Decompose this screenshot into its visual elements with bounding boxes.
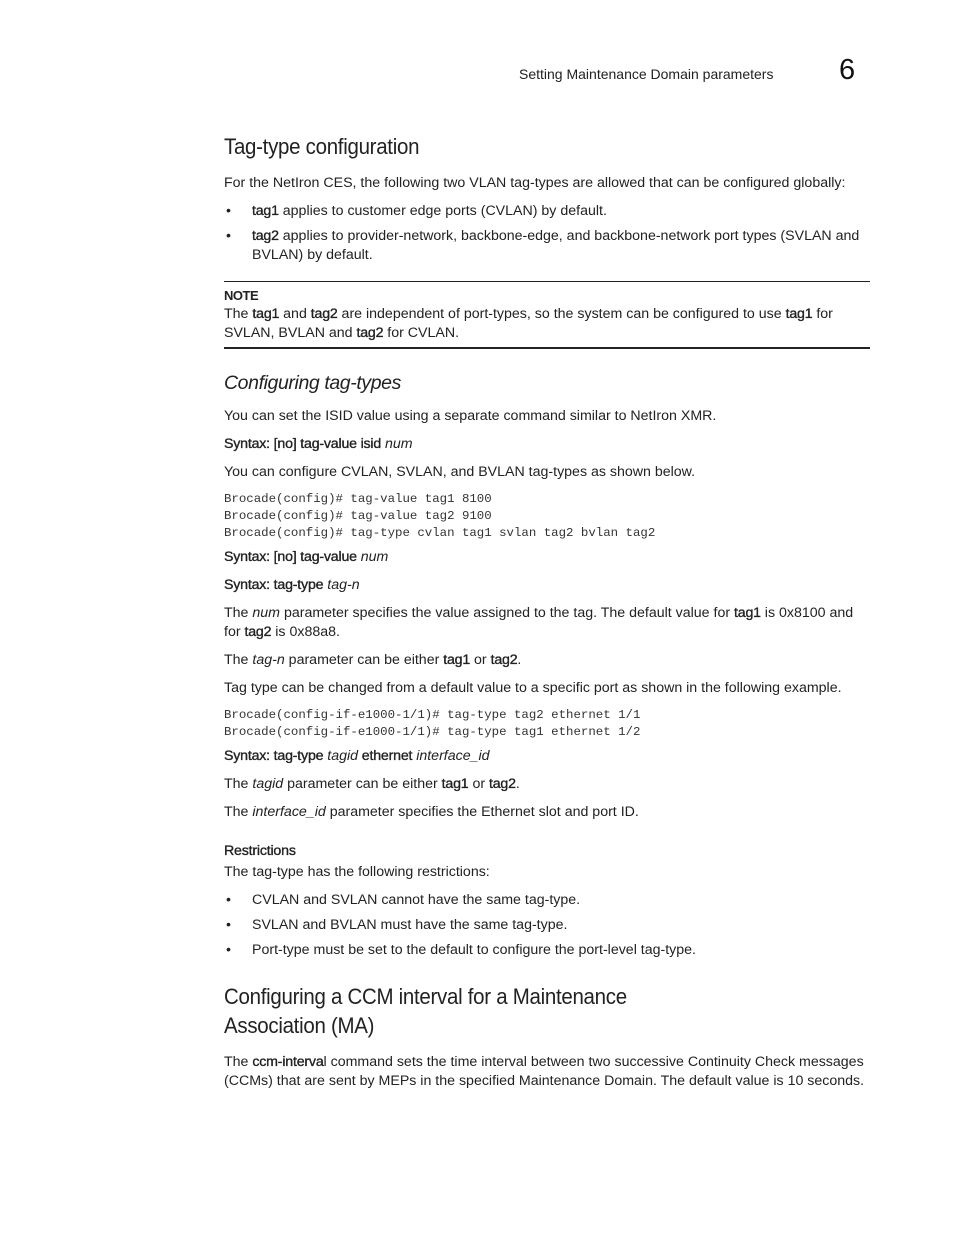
param: interface_id — [252, 804, 326, 820]
text: The — [224, 306, 253, 322]
syntax-arg: tag-n — [323, 577, 360, 593]
text: and — [279, 306, 311, 322]
syntax-arg: interface_id — [412, 748, 490, 764]
restrictions-list — [224, 891, 870, 960]
paragraph: You can configure CVLAN, SVLAN, and BVLAN tag-types as shown below. — [224, 464, 696, 480]
syntax-keyword: Syntax: tag-type — [224, 577, 324, 593]
text: parameter can be either — [284, 652, 444, 668]
restrictions-intro: The tag-type has the following restrictions: — [224, 864, 490, 880]
syntax-keyword: Syntax: tag-type — [224, 748, 324, 764]
syntax-keyword: Syntax: [no] tag-value — [224, 549, 357, 565]
page-content — [224, 132, 870, 1100]
list-item-text: SVLAN and BVLAN must have the same tag-type. — [252, 917, 568, 933]
keyword: tag2 — [310, 306, 338, 322]
note-label: NOTE — [224, 288, 259, 303]
list-item-text: CVLAN and SVLAN cannot have the same tag-type. — [252, 892, 581, 908]
code-line: Brocade(config)# tag-value tag1 8100 — [224, 492, 492, 506]
list-item — [224, 227, 870, 265]
text: for CVLAN. — [383, 325, 460, 341]
text: The — [224, 1054, 253, 1070]
keyword: tag2 — [244, 624, 272, 640]
list-item — [224, 891, 870, 910]
code-block — [224, 491, 870, 542]
list-item-text: applies to customer edge ports (CVLAN) by default. — [278, 203, 607, 219]
heading-tag-type-configuration: Tag-type configuration — [224, 134, 420, 159]
paragraph — [224, 775, 870, 794]
list-item-text: applies to provider-network, backbone-edge, and backbone-network port types (SVLAN and BVLAN) by default. — [252, 228, 860, 263]
heading-restrictions: Restrictions — [224, 843, 296, 859]
heading-line: Configuring a CCM interval for a Maintenance — [224, 984, 627, 1009]
syntax-line — [224, 747, 870, 766]
text: l command sets the time interval between two successive Continuity Check messages (CCMs) that are sent by MEPs in the specified Maintenance Domain. The default value is 10 seconds. — [224, 1054, 865, 1089]
keyword: tag1 — [785, 306, 813, 322]
paragraph — [224, 604, 870, 642]
text: . — [517, 652, 522, 668]
keyword: tag1 — [252, 203, 279, 219]
paragraph — [224, 651, 870, 670]
param: num — [252, 605, 280, 621]
keyword: tag1 — [443, 652, 471, 668]
paragraph: You can set the ISID value using a separate command similar to NetIron XMR. — [224, 408, 717, 424]
param: tag-n — [252, 652, 285, 668]
text: parameter specifies the value assigned to the tag. The default value for — [280, 605, 735, 621]
keyword: tag1 — [441, 776, 469, 792]
note-text — [224, 305, 870, 343]
keyword: ccm-interva — [252, 1054, 324, 1070]
text: . — [515, 776, 520, 792]
code-line: Brocade(config)# tag-value tag2 9100 — [224, 509, 492, 523]
param: tagid — [252, 776, 284, 792]
text: The — [224, 652, 253, 668]
keyword: tag2 — [490, 652, 518, 668]
syntax-arg: num — [356, 549, 389, 565]
text: parameter can be either — [283, 776, 442, 792]
heading-line: Association (MA) — [224, 1013, 375, 1038]
syntax-line — [224, 435, 870, 454]
keyword: tag2 — [252, 228, 279, 244]
text: The — [224, 776, 253, 792]
tagtype-bullet-list — [224, 202, 870, 265]
code-line: Brocade(config-if-e1000-1/1)# tag-type tag2 ethernet 1/1 — [224, 708, 641, 722]
bullet-icon: • — [226, 228, 231, 244]
syntax-line — [224, 576, 870, 595]
note-box — [224, 281, 870, 349]
bullet-icon: • — [226, 892, 231, 908]
bullet-icon: • — [226, 942, 231, 958]
syntax-arg: num — [381, 436, 413, 452]
keyword: tag2 — [489, 776, 516, 792]
heading-configuring-tag-types: Configuring tag-types — [224, 372, 401, 394]
text: or — [470, 652, 491, 668]
paragraph: Tag type can be changed from a default value to a specific port as shown in the following example. — [224, 680, 842, 696]
list-item — [224, 916, 870, 935]
code-line: Brocade(config-if-e1000-1/1)# tag-type tag1 ethernet 1/2 — [224, 725, 641, 739]
keyword: tag1 — [252, 306, 280, 322]
page-header — [519, 54, 859, 88]
text: The — [224, 804, 253, 820]
text: or — [468, 776, 489, 792]
running-header-title: Setting Maintenance Domain parameters — [519, 66, 774, 82]
code-line: Brocade(config)# tag-type cvlan tag1 svlan tag2 bvlan tag2 — [224, 526, 656, 540]
syntax-keyword: ethernet — [358, 748, 413, 764]
bullet-icon: • — [226, 203, 231, 219]
list-item-text: Port-type must be set to the default to configure the port-level tag-type. — [252, 942, 696, 958]
list-item — [224, 202, 870, 221]
syntax-arg: tagid — [323, 748, 359, 764]
syntax-keyword: Syntax: [no] tag-value isid — [224, 436, 382, 452]
text: The — [224, 605, 253, 621]
text: for SVLAN, BVLAN and — [224, 306, 833, 341]
paragraph — [224, 1053, 870, 1091]
list-item — [224, 941, 870, 960]
text: parameter specifies the Ethernet slot and port ID. — [325, 804, 639, 820]
tagtype-intro: For the NetIron CES, the following two VLAN tag-types are allowed that can be configured globally: — [224, 175, 846, 191]
bullet-icon: • — [226, 917, 231, 933]
text: is 0x88a8. — [271, 624, 340, 640]
heading-ccm-interval — [224, 982, 825, 1040]
paragraph — [224, 803, 870, 822]
text: is 0x8100 and for — [224, 605, 854, 640]
code-block — [224, 707, 870, 741]
syntax-line — [224, 548, 870, 567]
keyword: tag2 — [356, 325, 384, 341]
chapter-number: 6 — [839, 54, 856, 86]
keyword: tag1 — [734, 605, 761, 621]
text: are independent of port-types, so the system can be configured to use — [337, 306, 786, 322]
